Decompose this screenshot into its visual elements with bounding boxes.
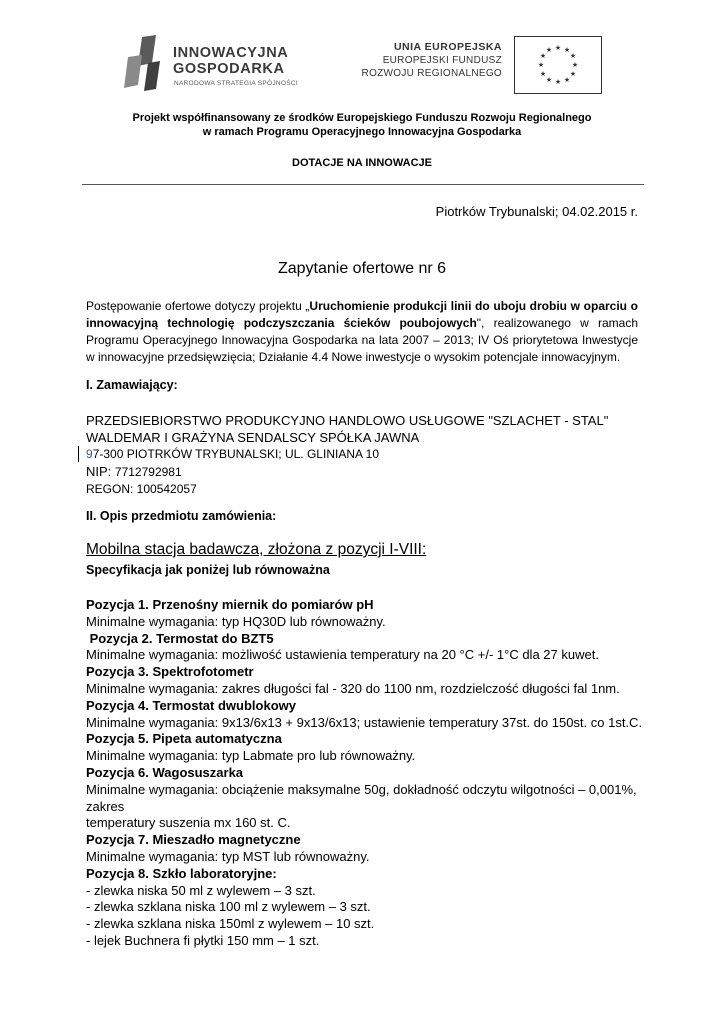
company-address: 97-300 PIOTRKÓW TRYBUNALSKI; UL. GLINIANA 10 (86, 447, 380, 461)
ig-logo-subtitle: NARODOWA STRATEGIA SPÓJNOŚCI (174, 80, 298, 87)
svg-text:★: ★ (537, 61, 545, 69)
position-title: Pozycja 4. Termostat dwublokowy (86, 697, 296, 713)
project-funding-note: Projekt współfinansowany ze środków Europejskiego Funduszu Rozwoju Regionalnego w ramach Programu Operacyjnego Innowacyjna Gospodarka (132, 112, 592, 138)
position-requirement: Minimalne wymagania: typ MST lub równoważny. (86, 848, 370, 864)
svg-text:★: ★ (563, 46, 571, 54)
position-requirement: Minimalne wymagania: zakres długości fal - 320 do 1100 nm, rozdzielczość długości fal 1nm. (86, 680, 620, 696)
svg-text:★: ★ (554, 44, 562, 52)
eu-flag-icon (514, 36, 602, 94)
specification-note: Specyfikacja jak poniżej lub równoważna (86, 563, 330, 577)
position-title: Pozycja 3. Spektrofotometr (86, 664, 254, 680)
mobile-station-heading: Mobilna stacja badawcza, złożona z pozycji I-VIII: (86, 541, 427, 558)
position-title: Pozycja 7. Mieszadło magnetyczne (86, 832, 301, 848)
position-title: Pozycja 1. Przenośny miernik do pomiarów pH (86, 597, 374, 612)
svg-text:★: ★ (569, 70, 577, 78)
position-requirement: Minimalne wymagania: typ Labmate pro lub równoważny. (86, 748, 416, 764)
company-regon: REGON: 100542057 (86, 482, 197, 496)
company-name-line1: PRZEDSIEBIORSTWO PRODUKCYJNO HANDLOWO USŁUGOWE "SZLACHET - STAL" (86, 413, 609, 428)
header-divider (82, 184, 644, 185)
svg-text:★: ★ (545, 76, 553, 84)
position-requirement: - zlewka szklana niska 150ml z wylewem – 10 szt. (86, 916, 375, 932)
positions-list (86, 597, 646, 950)
position-requirement: Minimalne wymagania: obciążenie maksymalne 50g, dokładność odczytu wilgotności – 0,001%, zakres (86, 781, 637, 814)
position-requirement: - lejek Buchnera fi płytki 150 mm – 1 szt. (86, 932, 320, 948)
ig-logo-title: INNOWACYJNA GOSPODARKA (173, 45, 289, 77)
section-1-title: I. Zamawiający: (86, 378, 178, 392)
innowacyjna-gospodarka-logo (122, 33, 322, 93)
company-name-line2: WALDEMAR I GRAŻYNA SENDALSCY SPÓŁKA JAWNA (86, 430, 420, 445)
company-nip: NIP: 7712792981 (86, 464, 182, 479)
svg-text:★: ★ (554, 78, 562, 86)
place-date: Piotrków Trybunalski; 04.02.2015 r. (435, 204, 638, 219)
svg-text:★: ★ (571, 61, 579, 69)
svg-text:★: ★ (563, 76, 571, 84)
text-cursor (78, 446, 79, 462)
svg-text:★: ★ (539, 70, 547, 78)
ig-logo-graphic-icon (122, 33, 170, 93)
position-title: Pozycja 5. Pipeta automatyczna (86, 731, 282, 747)
position-requirement: Minimalne wymagania: 9x13/6x13 + 9x13/6x13; ustawienie temperatury 37st. do 150st. co 1st.C. (86, 714, 643, 730)
position-title: Pozycja 8. Szkło laboratoryjne: (86, 865, 277, 881)
position-requirement: temperatury suszenia mx 160 st. C. (86, 815, 291, 831)
document-title: Zapytanie ofertowe nr 6 (277, 260, 447, 277)
position-requirement: Minimalne wymagania: typ HQ30D lub równoważny. (86, 613, 386, 629)
intro-paragraph: Postępowanie ofertowe dotyczy projektu „Uruchomienie produkcji linii do uboju drobiu w oparciu o innowacyjną technologię podczyszczania ścieków poubojowych", realizowanego w ramach Programu Operacyjnego Innowacyjna Gospodarka na lata 2007 – 2013; IV Oś priorytetowa Inwestycje w innowacyjne przedsięwzięcia; Działanie 4.4 Nowe inwestycje o wysokim potencjale innowacyjnym. (86, 299, 638, 364)
position-requirement: - zlewka niska 50 ml z wylewem – 3 szt. (86, 882, 316, 898)
position-title: Pozycja 6. Wagosuszarka (86, 764, 244, 780)
svg-text:★: ★ (545, 46, 553, 54)
position-title: Pozycja 2. Termostat do BZT5 (86, 630, 274, 646)
section-2-title: II. Opis przedmiotu zamówienia: (86, 509, 277, 523)
eu-logo-text: UNIA EUROPEJSKA EUROPEJSKI FUNDUSZ ROZWOJU REGIONALNEGO (361, 41, 502, 79)
position-requirement: - zlewka szklana niska 100 ml z wylewem – 3 szt. (86, 899, 371, 915)
company-details (86, 412, 608, 498)
position-requirement: Minimalne wymagania: możliwość ustawienia temperatury na 20 °C +/- 1°C dla 27 kuwet. (86, 647, 599, 663)
svg-text:★: ★ (569, 52, 577, 60)
svg-text:★: ★ (539, 52, 547, 60)
dotacje-heading: DOTACJE NA INNOWACJE (292, 157, 432, 169)
